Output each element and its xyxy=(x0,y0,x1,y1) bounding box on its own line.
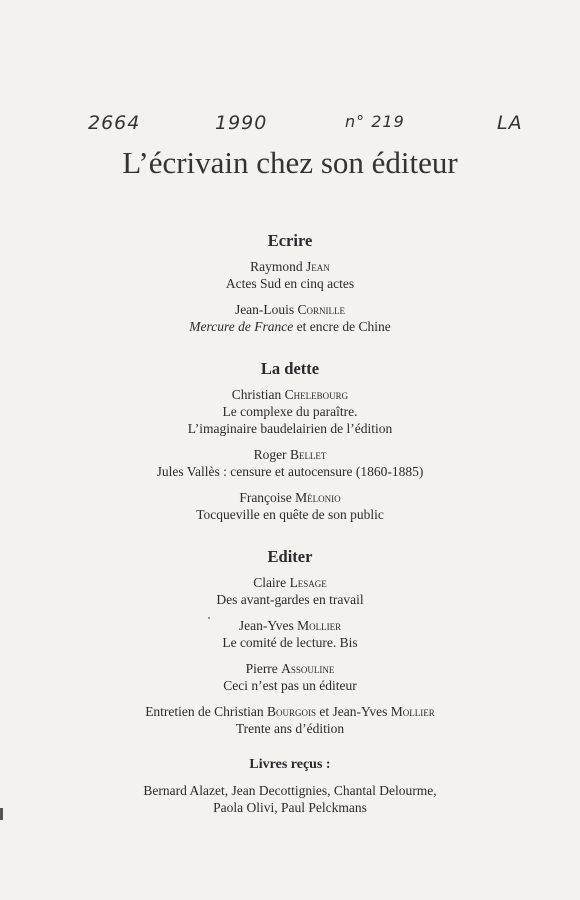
author-last-name: Bourgois xyxy=(267,704,317,719)
table-of-contents xyxy=(0,232,580,816)
handwritten-note: 1990 xyxy=(215,112,268,134)
author-first-name: Françoise xyxy=(239,490,292,505)
article-title: Le complexe du paraître. xyxy=(222,404,358,419)
author-first-name: Claire xyxy=(253,575,287,590)
author-first-name: Jean-Louis xyxy=(234,302,295,317)
article-subtitle: L’imaginaire baudelairien de l’édition xyxy=(187,421,393,436)
toc-entry xyxy=(0,574,580,608)
section-heading: Ecrire xyxy=(267,231,313,250)
article-title: Tocqueville en quête de son public xyxy=(196,507,384,522)
page-title: L’écrivain chez son éditeur xyxy=(122,145,458,180)
author-name xyxy=(0,660,580,677)
author-first-name: Jean-Yves xyxy=(238,618,294,633)
section-livres-recus xyxy=(0,756,580,816)
article-title xyxy=(0,318,580,335)
author-name xyxy=(0,574,580,591)
toc-entry xyxy=(0,446,580,480)
article-title: Jules Vallès : censure et autocensure (1860-1885) xyxy=(156,464,424,479)
author-name xyxy=(0,446,580,463)
bleed-through-shadow xyxy=(85,205,92,235)
books-list-line: Bernard Alazet, Jean Decottignies, Chantal Delourme, xyxy=(143,783,437,798)
author-first-name: Pierre xyxy=(245,661,278,676)
handwritten-note: n° 219 xyxy=(345,112,405,131)
toc-entry xyxy=(0,489,580,523)
handwritten-note: 2664 xyxy=(88,112,141,134)
article-title: Trente ans d’édition xyxy=(235,721,345,736)
author-last-name: Assouline xyxy=(281,661,335,676)
article-title-italic: Mercure de France xyxy=(189,319,294,334)
author-last-name: Chelebourg xyxy=(284,387,349,402)
ink-speck xyxy=(208,617,210,619)
toc-entry xyxy=(0,660,580,694)
toc-entry xyxy=(0,386,580,437)
author-name xyxy=(0,617,580,634)
author-name xyxy=(0,258,580,275)
author-last-name: Lesage xyxy=(289,575,327,590)
author-name xyxy=(0,386,580,403)
section-heading: Livres reçus : xyxy=(249,757,331,772)
author-last-name: Mollier xyxy=(297,618,342,633)
books-list-line: Paola Olivi, Paul Pelckmans xyxy=(213,800,367,815)
section-heading: Editer xyxy=(267,547,313,566)
interview-prefix: Entretien de Christian xyxy=(145,704,264,719)
section-heading: La dette xyxy=(260,359,320,378)
toc-entry xyxy=(0,301,580,335)
author-first-name: Christian xyxy=(231,387,282,402)
interview-authors xyxy=(0,703,580,720)
author-last-name: Mélonio xyxy=(295,490,341,505)
section-ecrire xyxy=(0,232,580,335)
author-first-name: Roger xyxy=(253,447,287,462)
author-last-name: Bellet xyxy=(289,447,327,462)
author-last-name: Cornille xyxy=(297,302,346,317)
article-title: Des avant-gardes en travail xyxy=(216,592,364,607)
author-last-name: Jean xyxy=(306,259,330,274)
article-title: Actes Sud en cinq actes xyxy=(225,276,355,291)
author-last-name: Mollier xyxy=(390,704,435,719)
article-title: Ceci n’est pas un éditeur xyxy=(223,678,357,693)
handwritten-note: LA xyxy=(497,112,523,134)
scan-edge-mark xyxy=(0,808,3,820)
author-first-name: Raymond xyxy=(250,259,303,274)
toc-entry xyxy=(0,258,580,292)
author-name xyxy=(0,489,580,506)
article-title-rest: et encre de Chine xyxy=(293,319,391,334)
toc-entry-interview xyxy=(0,703,580,737)
interview-middle: et Jean-Yves xyxy=(319,704,388,719)
section-la-dette xyxy=(0,360,580,523)
section-editer xyxy=(0,548,580,737)
toc-entry xyxy=(0,617,580,651)
article-title: Le comité de lecture. Bis xyxy=(222,635,358,650)
author-name xyxy=(0,301,580,318)
